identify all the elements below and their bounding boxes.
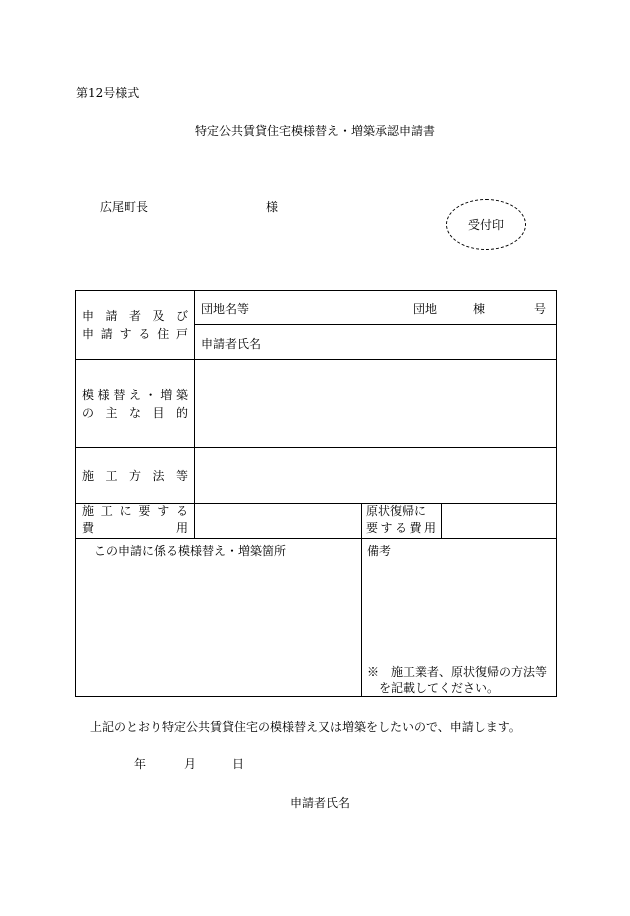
purpose-label (82, 386, 188, 422)
purpose-label-line2: の 主 な 目 的 (82, 406, 188, 420)
complex-name-label: 団地名等 (201, 302, 250, 316)
reception-stamp-label: 受付印 (467, 218, 504, 232)
row-divider (76, 359, 556, 360)
column-divider (441, 503, 442, 538)
addressee-name: 広尾町長 (100, 200, 149, 214)
cost-label-line2: 費 用 (82, 521, 188, 535)
restoration-label-line2: 要 す る 費 用 (366, 521, 436, 535)
unit-label: 号 (534, 302, 547, 316)
restoration-label-line1: 原状復帰に (366, 504, 427, 518)
remarks-note-line1: ※ 施工業者、原状復帰の方法等 (367, 665, 548, 679)
applicant-name-field[interactable] (276, 329, 546, 353)
application-table (75, 290, 557, 697)
restoration-cost-field[interactable] (445, 506, 551, 534)
reception-stamp-box (446, 199, 526, 250)
addressee-honorific: 様 (266, 200, 279, 214)
row-divider (194, 324, 556, 325)
document-title: 特定公共賃貸住宅模様替え・増築承認申請書 (194, 124, 435, 138)
modification-location-label: この申請に係る模様替え・増築箇所 (94, 544, 287, 558)
date-year-label: 年 (134, 757, 147, 771)
building-label: 棟 (473, 302, 486, 316)
modification-location-field[interactable] (82, 561, 356, 691)
construction-method-field[interactable] (198, 451, 552, 499)
column-divider (194, 291, 195, 538)
purpose-label-line1: 模 様 替 え ・ 増 築 (82, 388, 188, 402)
remarks-field[interactable] (367, 561, 551, 661)
row-divider (76, 538, 556, 539)
remarks-label: 備考 (367, 544, 392, 558)
form-number: 第12号様式 (76, 86, 140, 100)
purpose-field[interactable] (198, 363, 552, 443)
date-month-label: 月 (184, 757, 197, 771)
date-day-label: 日 (232, 757, 245, 771)
cost-label-line1: 施 工 に 要 す る (82, 504, 188, 518)
applicant-dwelling-label (82, 307, 188, 343)
applicant-label-line1: 申 請 者 及 び (82, 309, 188, 323)
applicant-name-label: 申請者氏名 (201, 337, 262, 351)
construction-method-label: 施 工 方 法 等 (82, 469, 188, 483)
applicant-label-line2: 申 請 す る 住 戸 (82, 327, 188, 341)
column-divider (361, 503, 362, 696)
remarks-note-line2: を記載してください。 (379, 681, 500, 695)
row-divider (76, 447, 556, 448)
construction-cost-field[interactable] (198, 506, 356, 534)
signer-name-label: 申請者氏名 (290, 796, 351, 810)
application-statement: 上記のとおり特定公共賃貸住宅の模様替え又は増築をしたいので、申請します。 (90, 720, 521, 734)
complex-label: 団地 (413, 302, 438, 316)
restoration-cost-label (366, 503, 436, 537)
construction-cost-label (82, 503, 188, 537)
